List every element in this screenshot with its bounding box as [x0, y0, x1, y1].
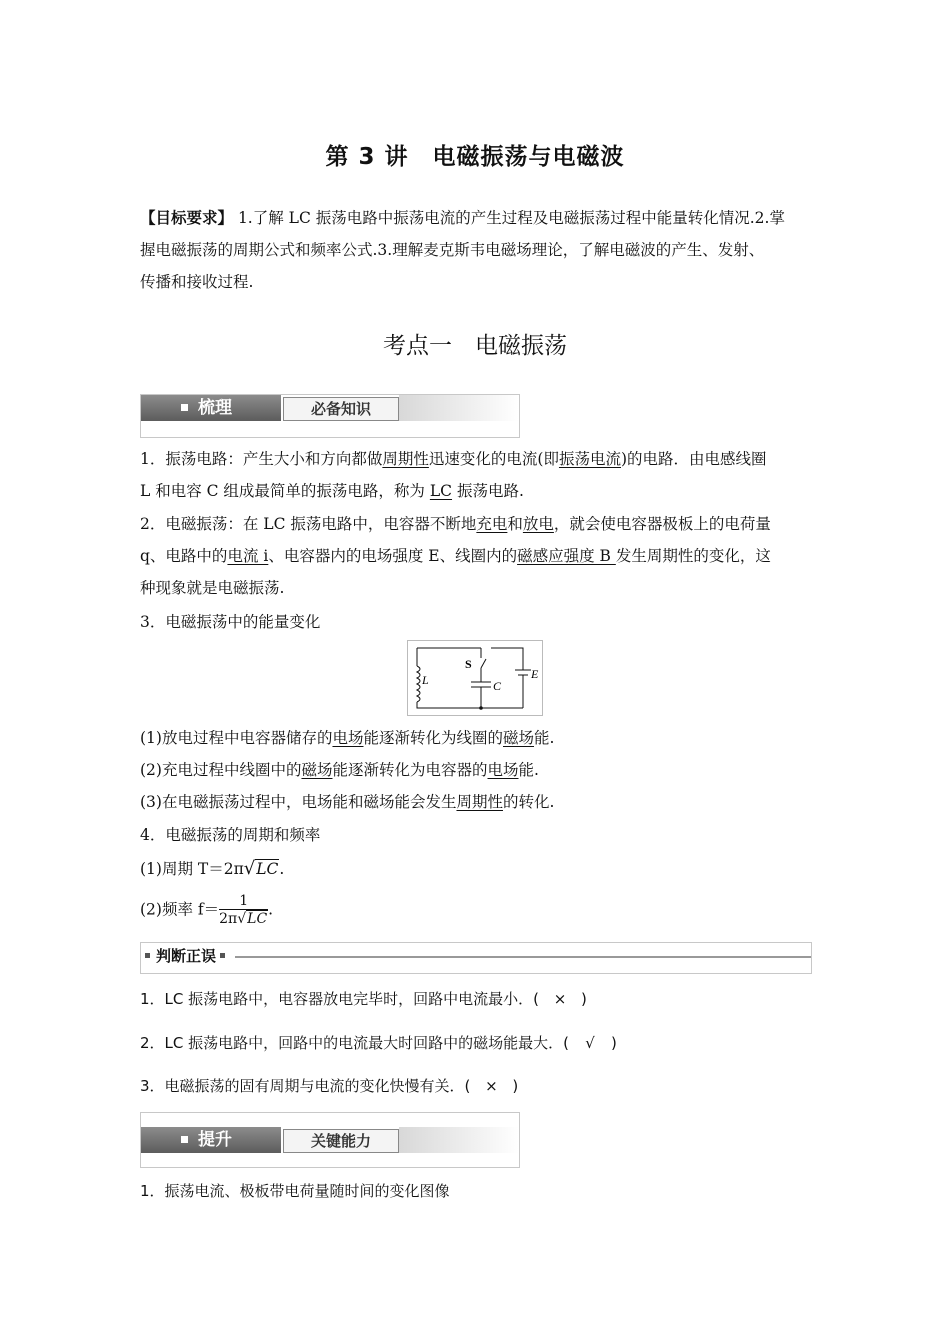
item-5: 1．振荡电流、极板带电荷量随时间的变化图像: [140, 1182, 450, 1200]
judge-item-1: [140, 988, 812, 1009]
item-1: [140, 443, 812, 507]
denominator: [219, 910, 268, 928]
text: 2．电磁振荡：在 LC 振荡电路中，电容器不断地: [140, 515, 477, 533]
blank-answer: 充电: [476, 515, 508, 533]
text: 1．LC 振荡电路中，电容器放电完毕时，回路中电流最小．(: [140, 990, 539, 1008]
text: (1)周期 T＝2π: [140, 860, 244, 878]
item-3: 3．电磁振荡中的能量变化: [140, 613, 321, 631]
formula-frequency: [140, 893, 812, 928]
section-heading: 考点一 电磁振荡: [383, 333, 567, 359]
banner-review: [140, 394, 520, 438]
text: q、电路中的: [140, 547, 228, 565]
blank-answer: LC: [429, 482, 453, 500]
banner-review-dark: [141, 395, 281, 421]
goal-paragraph: [140, 202, 812, 298]
blank-answer: 电场: [487, 761, 519, 779]
goal-line3: 传播和接收过程.: [140, 273, 254, 291]
numerator: 1: [219, 893, 268, 910]
sqrt-icon: √: [243, 858, 256, 879]
blank-answer: 电流 i: [227, 547, 269, 565]
goal-tag: 【目标要求】: [140, 209, 234, 227]
goal-line2: 握电磁振荡的周期公式和频率公式.3.理解麦克斯韦电磁场理论，了解电磁波的产生、发射、: [140, 241, 765, 259]
label-L: L: [422, 673, 429, 687]
text: 能.: [518, 761, 539, 779]
item-2: [140, 508, 812, 604]
text: 能逐渐转化为电容器的: [332, 761, 488, 779]
blank-answer: 磁场: [503, 729, 535, 747]
item-4: 4．电磁振荡的周期和频率: [140, 826, 321, 844]
judge-item-3: [140, 1075, 812, 1096]
lc-circuit-diagram: [407, 640, 543, 716]
text: ): [581, 990, 587, 1008]
sqrt-icon: √: [237, 911, 247, 927]
judge-banner: [140, 942, 812, 974]
fraction: [219, 893, 268, 928]
text: 2．LC 振荡电路中，回路中的电流最大时回路中的磁场能最大．(: [140, 1034, 569, 1052]
text: )的电路．由电感线圈: [620, 450, 767, 468]
text: 判断正误: [156, 947, 217, 965]
energy-1: [140, 726, 812, 748]
text: 1．振荡电路：产生大小和方向都做: [140, 450, 383, 468]
text: 3．电磁振荡的固有周期与电流的变化快慢有关．(: [140, 1077, 471, 1095]
blank-answer: 磁感应强度 B: [517, 547, 616, 565]
text: (2)充电过程中线圈中的: [140, 761, 302, 779]
banner-improve-label: 提升: [198, 1130, 232, 1150]
judge-banner-label: [141, 943, 231, 969]
judge-mark: √: [585, 1034, 595, 1052]
radicand: LC: [256, 860, 279, 878]
square-icon: [145, 953, 150, 958]
text: 发生周期性的变化，这: [615, 547, 771, 565]
square-icon: [181, 1136, 188, 1143]
judge-mark: ×: [485, 1077, 498, 1095]
text: L 和电容 C 组成最简单的振荡电路，称为: [140, 482, 430, 500]
blank-answer: 磁场: [301, 761, 333, 779]
text: (2)频率 f＝: [140, 900, 220, 919]
text: ，就会使电容器极板上的电荷量: [553, 515, 771, 533]
label-C: C: [493, 679, 502, 693]
text: 能逐渐转化为线圈的: [363, 729, 503, 747]
formula-period: [140, 857, 812, 879]
text: .: [279, 860, 285, 878]
banner-gradient: [399, 1127, 519, 1153]
radicand: LC: [247, 911, 268, 927]
blank-answer: 电场: [332, 729, 364, 747]
text: ): [512, 1077, 519, 1095]
blank-answer: 周期性: [456, 793, 503, 811]
junction-dot: [479, 706, 483, 710]
label-E: E: [531, 667, 539, 681]
judge-item-2: [140, 1032, 812, 1053]
text: .: [268, 900, 274, 919]
text: 的转化.: [502, 793, 555, 811]
banner-improve-dark: [141, 1127, 281, 1153]
label-S: S: [465, 657, 472, 671]
text: 2π: [219, 911, 238, 927]
text: 振荡电路.: [452, 482, 524, 500]
judge-rule: [235, 956, 811, 958]
blank-answer: 放电: [522, 515, 554, 533]
banner-improve: [140, 1112, 520, 1168]
page-title: 第 3 讲 电磁振荡与电磁波: [325, 144, 625, 170]
text: 和: [507, 515, 523, 533]
text: 种现象就是电磁振荡.: [140, 579, 285, 597]
blank-answer: 振荡电流: [558, 450, 621, 468]
energy-3: [140, 790, 812, 812]
square-icon: [181, 404, 188, 411]
text: (1)放电过程中电容器储存的: [140, 729, 333, 747]
square-icon: [220, 953, 225, 958]
text: 、电容器内的电场强度 E、线圈内的: [268, 547, 518, 565]
text: ): [611, 1034, 617, 1052]
banner-review-label: 梳理: [198, 398, 232, 418]
blank-answer: 周期性: [382, 450, 429, 468]
goal-line1: 1.了解 LC 振荡电路中振荡电流的产生过程及电磁振荡过程中能量转化情况.2.掌: [233, 209, 785, 227]
banner-improve-sub: 关键能力: [283, 1129, 399, 1153]
banner-gradient: [399, 395, 519, 421]
energy-2: [140, 758, 812, 780]
banner-review-sub: 必备知识: [283, 397, 399, 421]
text: 能.: [534, 729, 555, 747]
text: (3)在电磁振荡过程中，电场能和磁场能会发生: [140, 793, 457, 811]
text: 迅速变化的电流(即: [428, 450, 559, 468]
judge-mark: ×: [553, 990, 567, 1008]
